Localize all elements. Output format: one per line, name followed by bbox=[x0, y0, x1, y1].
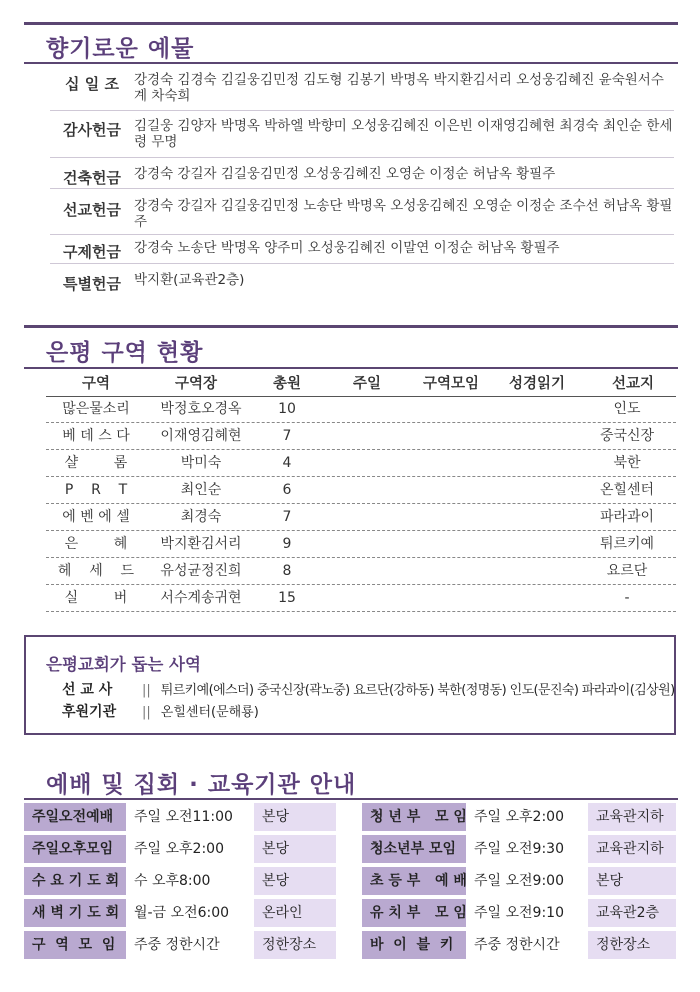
district-mission: 파라과이 bbox=[599, 509, 655, 525]
top-rule bbox=[24, 22, 678, 25]
district-mission: 인도 bbox=[613, 401, 641, 417]
column-header: 구역모임 bbox=[422, 376, 480, 392]
offering-names: 강경숙 노송단 박명옥 양주미 오성웅김혜진 이말연 이정순 허남옥 황필주 bbox=[134, 240, 560, 256]
offering-separator bbox=[50, 188, 674, 189]
district-mission: 튀르키예 bbox=[599, 536, 655, 552]
service-place: 본당 bbox=[254, 867, 336, 895]
service-time: 주일 오후2:00 bbox=[134, 841, 224, 857]
districts-title: 은평 구역 현황 bbox=[46, 340, 204, 366]
offering-separator bbox=[50, 263, 674, 264]
district-top-rule bbox=[24, 325, 678, 328]
district-total: 8 bbox=[282, 563, 292, 579]
table-row bbox=[46, 587, 680, 613]
table-row bbox=[46, 425, 680, 451]
column-header: 주일 bbox=[352, 376, 381, 392]
district-title-rule bbox=[24, 367, 678, 369]
offering-label: 구제헌금 bbox=[63, 243, 121, 261]
worship-title: 예배 및 집회 · 교육기관 안내 bbox=[46, 772, 357, 798]
row-rule bbox=[46, 503, 676, 504]
district-total: 9 bbox=[282, 536, 292, 552]
service-place: 본당 bbox=[588, 867, 676, 895]
service-time: 주일 오전11:00 bbox=[134, 809, 233, 825]
service-name: 청 년 부 모 임 bbox=[362, 803, 466, 831]
missionaries-row bbox=[62, 679, 675, 699]
table-row bbox=[46, 398, 680, 424]
offering-names: 김길웅 김양자 박명옥 박하엘 박향미 오성웅김혜진 이은빈 이재영김혜현 최경숙 최인순 한세령 무명 bbox=[134, 118, 673, 150]
service-name: 유 치 부 모 임 bbox=[362, 899, 466, 927]
row-rule bbox=[46, 557, 676, 558]
column-header: 성경읽기 bbox=[508, 376, 566, 392]
row-rule bbox=[46, 422, 676, 423]
offering-row-special bbox=[50, 270, 674, 294]
worship-title-rule bbox=[24, 798, 678, 800]
service-name: 구 역 모 임 bbox=[24, 931, 126, 959]
offering-names: 강경숙 강길자 김길웅김민정 노송단 박명옥 오성웅김혜진 오영순 이정순 조수선 허남옥 황필주 bbox=[134, 198, 673, 230]
district-total: 6 bbox=[282, 482, 292, 498]
table-row bbox=[46, 560, 680, 586]
district-name: 베 데 스 다 bbox=[62, 428, 130, 444]
district-leader: 서수계송귀현 bbox=[160, 590, 242, 606]
service-place: 정한장소 bbox=[254, 931, 336, 959]
service-place: 정한장소 bbox=[588, 931, 676, 959]
mission-separator: || bbox=[142, 705, 151, 720]
service-place: 본당 bbox=[254, 803, 336, 831]
supported-org-row bbox=[62, 701, 259, 721]
offering-names: 강경숙 김경숙 김길웅김민정 김도형 김봉기 박명옥 박지환김서리 오성웅김혜진 윤숙원서수계 차숙희 bbox=[134, 72, 664, 104]
district-leader: 최경숙 bbox=[180, 509, 222, 525]
mission-label: 선 교 사 bbox=[62, 682, 113, 698]
service-time: 주일 오전9:10 bbox=[474, 905, 564, 921]
service-time: 주일 오후2:00 bbox=[474, 809, 564, 825]
column-header: 구역 bbox=[81, 376, 110, 392]
mission-support-box bbox=[24, 635, 676, 735]
district-mission: 중국신장 bbox=[599, 428, 655, 444]
district-mission: 요르단 bbox=[606, 563, 648, 579]
table-row bbox=[46, 506, 680, 532]
district-total: 7 bbox=[282, 509, 292, 525]
service-name: 새 벽 기 도 회 bbox=[24, 899, 126, 927]
offering-row-mission bbox=[50, 196, 674, 230]
service-place: 교육관2층 bbox=[588, 899, 676, 927]
service-name: 바 이 블 키 bbox=[362, 931, 466, 959]
offering-names: 박지환(교육관2층) bbox=[134, 272, 245, 288]
offering-separator bbox=[50, 157, 674, 158]
district-name: 에 벤 에 셀 bbox=[62, 509, 130, 525]
column-header: 선교지 bbox=[611, 376, 655, 392]
service-place: 본당 bbox=[254, 835, 336, 863]
district-leader: 박미숙 bbox=[180, 455, 222, 471]
district-leader: 유성균정진희 bbox=[160, 563, 242, 579]
service-name: 주일오후모임 bbox=[24, 835, 126, 863]
service-name: 초 등 부 예 배 bbox=[362, 867, 466, 895]
offering-names: 강경숙 강길자 김길웅김민정 오성웅김혜진 오영순 이정순 허남옥 황필주 bbox=[134, 166, 556, 182]
service-name: 주일오전예배 bbox=[24, 803, 126, 831]
mission-separator: || bbox=[142, 683, 151, 698]
service-name: 수 요 기 도 회 bbox=[24, 867, 126, 895]
offerings-title-rule bbox=[24, 62, 678, 64]
district-header-rule bbox=[46, 396, 676, 397]
table-row bbox=[46, 533, 680, 559]
service-time: 주일 오전9:00 bbox=[474, 873, 564, 889]
row-rule bbox=[46, 476, 676, 477]
row-rule bbox=[46, 584, 676, 585]
worship-left-table bbox=[24, 803, 336, 959]
column-header: 구역장 bbox=[174, 376, 218, 392]
district-mission: 온힐센터 bbox=[599, 482, 655, 498]
district-total: 7 bbox=[282, 428, 292, 444]
district-name: 샬 롬 bbox=[64, 455, 128, 471]
district-name: 실 버 bbox=[64, 590, 128, 606]
offering-separator bbox=[50, 110, 674, 111]
table-row bbox=[46, 452, 680, 478]
district-name: 헤 세 드 bbox=[57, 563, 135, 579]
district-name: P R T bbox=[64, 482, 128, 498]
district-total: 4 bbox=[282, 455, 292, 471]
district-name: 은 혜 bbox=[64, 536, 128, 552]
district-leader: 최인순 bbox=[180, 482, 222, 498]
district-mission: - bbox=[624, 590, 630, 606]
row-rule bbox=[46, 611, 676, 612]
district-leader: 박지환김서리 bbox=[160, 536, 242, 552]
mission-support-title: 은평교회가 돕는 사역 bbox=[46, 655, 201, 674]
offering-separator bbox=[50, 234, 674, 235]
service-place: 교육관지하 bbox=[588, 803, 676, 831]
service-time: 주중 정한시간 bbox=[134, 937, 220, 953]
mission-label: 후원기관 bbox=[62, 704, 117, 720]
district-mission: 북한 bbox=[613, 455, 641, 471]
worship-right-table bbox=[362, 803, 676, 959]
district-leader: 박정호오경옥 bbox=[160, 401, 242, 417]
district-total: 10 bbox=[278, 401, 296, 417]
service-time: 수 오후8:00 bbox=[134, 873, 211, 889]
offering-row-tithe bbox=[50, 70, 674, 104]
offering-label: 특별헌금 bbox=[63, 275, 121, 293]
district-total: 15 bbox=[278, 590, 296, 606]
service-name: 청소년부 모임 bbox=[362, 835, 466, 863]
service-place: 교육관지하 bbox=[588, 835, 676, 863]
column-header: 총원 bbox=[272, 376, 301, 392]
mission-text: 튀르키예(에스더) 중국신장(곽노중) 요르단(강하동) 북한(정명동) 인도(문진숙) 파라과이(김상원) bbox=[160, 683, 675, 698]
row-rule bbox=[46, 530, 676, 531]
row-rule bbox=[46, 449, 676, 450]
service-time: 주일 오전9:30 bbox=[474, 841, 564, 857]
offering-label: 건축헌금 bbox=[63, 169, 121, 187]
table-row bbox=[46, 479, 680, 505]
district-table-header bbox=[46, 372, 680, 394]
service-time: 주중 정한시간 bbox=[474, 937, 560, 953]
mission-text: 온힐센터(문해룡) bbox=[160, 705, 259, 720]
district-name: 많은물소리 bbox=[62, 401, 130, 417]
service-time: 월-금 오전6:00 bbox=[134, 905, 230, 921]
service-place: 온라인 bbox=[254, 899, 336, 927]
offerings-title: 향기로운 예물 bbox=[46, 36, 195, 62]
offering-row-thanks bbox=[50, 116, 674, 150]
offering-row-building bbox=[50, 164, 674, 188]
offering-row-relief bbox=[50, 238, 674, 262]
offering-label: 감사헌금 bbox=[63, 121, 121, 139]
district-leader: 이재영김혜현 bbox=[160, 428, 242, 444]
offering-label: 십 일 조 bbox=[65, 75, 119, 93]
offering-label: 선교헌금 bbox=[63, 201, 121, 219]
